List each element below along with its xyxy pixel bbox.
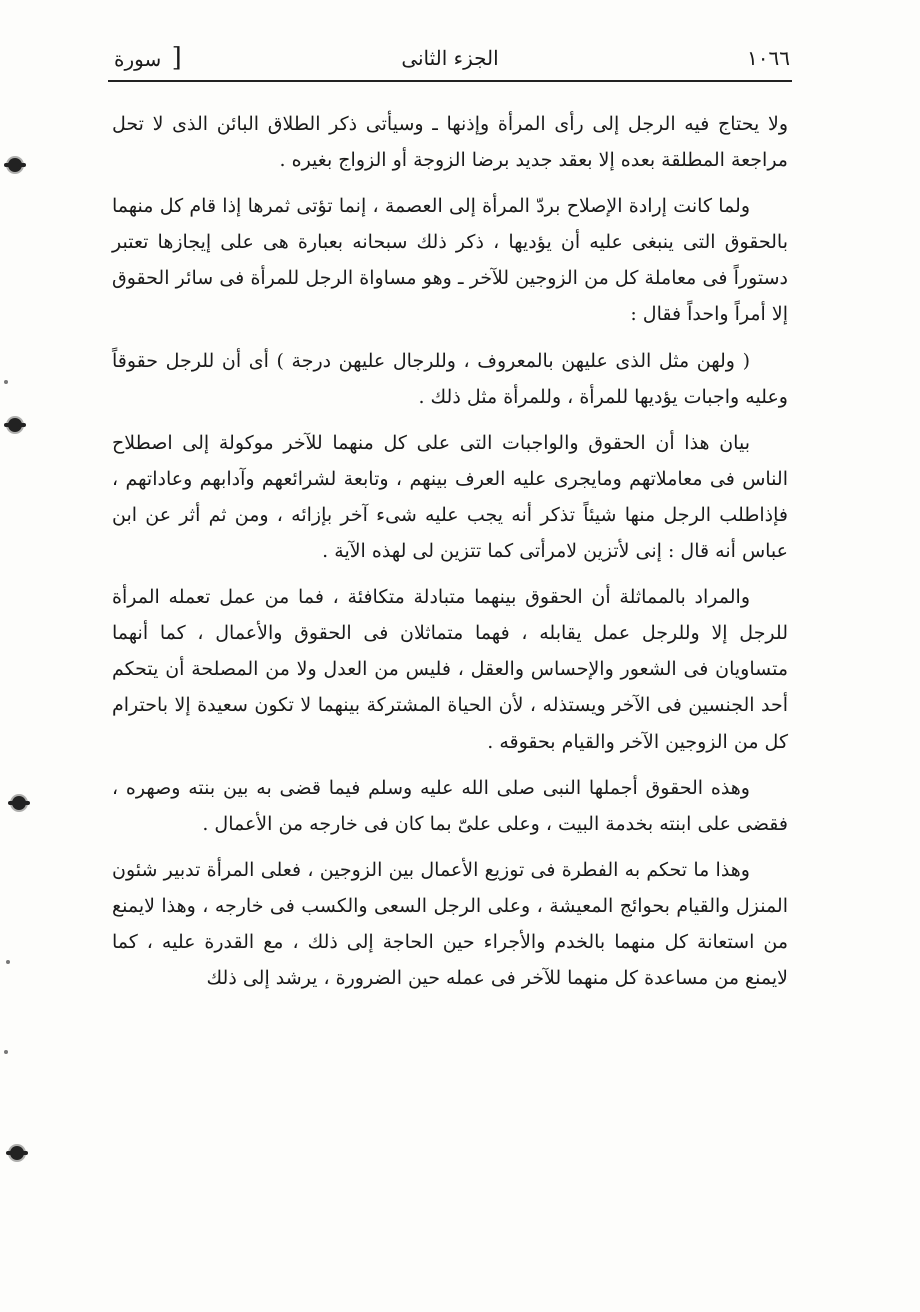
scan-speck [4, 1050, 8, 1054]
scan-blot-mark [8, 158, 22, 172]
paragraph: ولا يحتاج فيه الرجل إلى رأى المرأة وإذنها ـ وسيأتى ذكر الطلاق البائن الذى لا تحل مراجعة المطلقة بعده إلا بعقد جديد برضا الزوجة أو الزواج بغيره . [112, 113, 788, 172]
page-number: ١٠٦٦ [747, 46, 790, 70]
header-rule [108, 80, 792, 82]
paragraph: ولما كانت إرادة الإصلاح بردّ المرأة إلى العصمة ، إنما تؤتى ثمرها إذا قام كل منهما بالحقوق التى ينبغى عليه أن يؤديها ، ذكر ذلك سبحانه بعبارة هى على إيجازها تعتبر دستوراً فى معاملة كل من الزوجين للآخر ـ وهو مساواة الرجل للمرأة فى سائر الحقوق إلا أمراً واحداً فقال : [112, 195, 788, 326]
surah-label [114, 40, 182, 77]
scan-blot-mark [8, 418, 22, 432]
running-title: الجزء الثانى [401, 46, 499, 70]
surah-bracket: [ [171, 43, 182, 73]
paragraph: وهذا ما تحكم به الفطرة فى توزيع الأعمال بين الزوجين ، فعلى المرأة تدبير شئون المنزل والقيام بحوائج المعيشة ، وعلى الرجل السعى والكسب فى خارجه ، وهذا لايمنع من استعانة كل منهما بالخدم والأجراء حين الحاجة إلى ذلك ، مع القدرة عليه ، كما لايمنع من مساعدة كل منهما للآخر فى عمله حين الضرورة ، يرشد إلى ذلك [112, 858, 788, 990]
scan-speck [4, 380, 8, 384]
paragraph: ( ولهن مثل الذى عليهن بالمعروف ، وللرجال عليهن درجة ) أى أن للرجل حقوقاً وعليه واجبات يؤديها للمرأة ، وللمرأة مثل ذلك . [112, 349, 788, 408]
paragraph: والمراد بالمماثلة أن الحقوق بينهما متبادلة متكافئة ، فما من عمل تعمله المرأة للرجل إلا وللرجل عمل يقابله ، فهما متماثلان فى الحقوق والأعمال ، كما أنهما متساويان فى الشعور والإحساس والعقل ، فليس من العدل ولا من المصلحة أن يتحكم أحد الجنسين فى الآخر ويستذله ، لأن الحياة المشتركة بينهما لا تكون سعيدة إلا باحترام كل من الزوجين الآخر والقيام بحقوقه . [112, 586, 788, 753]
scan-blot-mark [10, 1146, 24, 1160]
page-header [110, 40, 790, 76]
page-body [112, 106, 788, 1006]
paragraph: بيان هذا أن الحقوق والواجبات التى على كل منهما للآخر موكولة إلى اصطلاح الناس فى معاملاتهم ومايجرى عليه العرف بينهم ، وتابعة لشرائعهم وآدابهم وعاداتهم ، فإذاطلب الرجل منها شيئاً تذكر أنه يجب عليه شىء آخر بإزائه ، ومن ثم أثر عن ابن عباس أنه قال : إنى لأتزين لامرأتى كما تتزين لى لهذه الآية . [112, 431, 788, 563]
surah-name: سورة [114, 47, 162, 71]
scan-speck [6, 960, 10, 964]
scan-blot-mark [12, 796, 26, 810]
paragraph: وهذه الحقوق أجملها النبى صلى الله عليه وسلم فيما قضى به بين بنته وصهره ، فقضى على ابنته بخدمة البيت ، وعلى علىّ بما كان فى خارجه من الأعمال . [112, 776, 788, 835]
